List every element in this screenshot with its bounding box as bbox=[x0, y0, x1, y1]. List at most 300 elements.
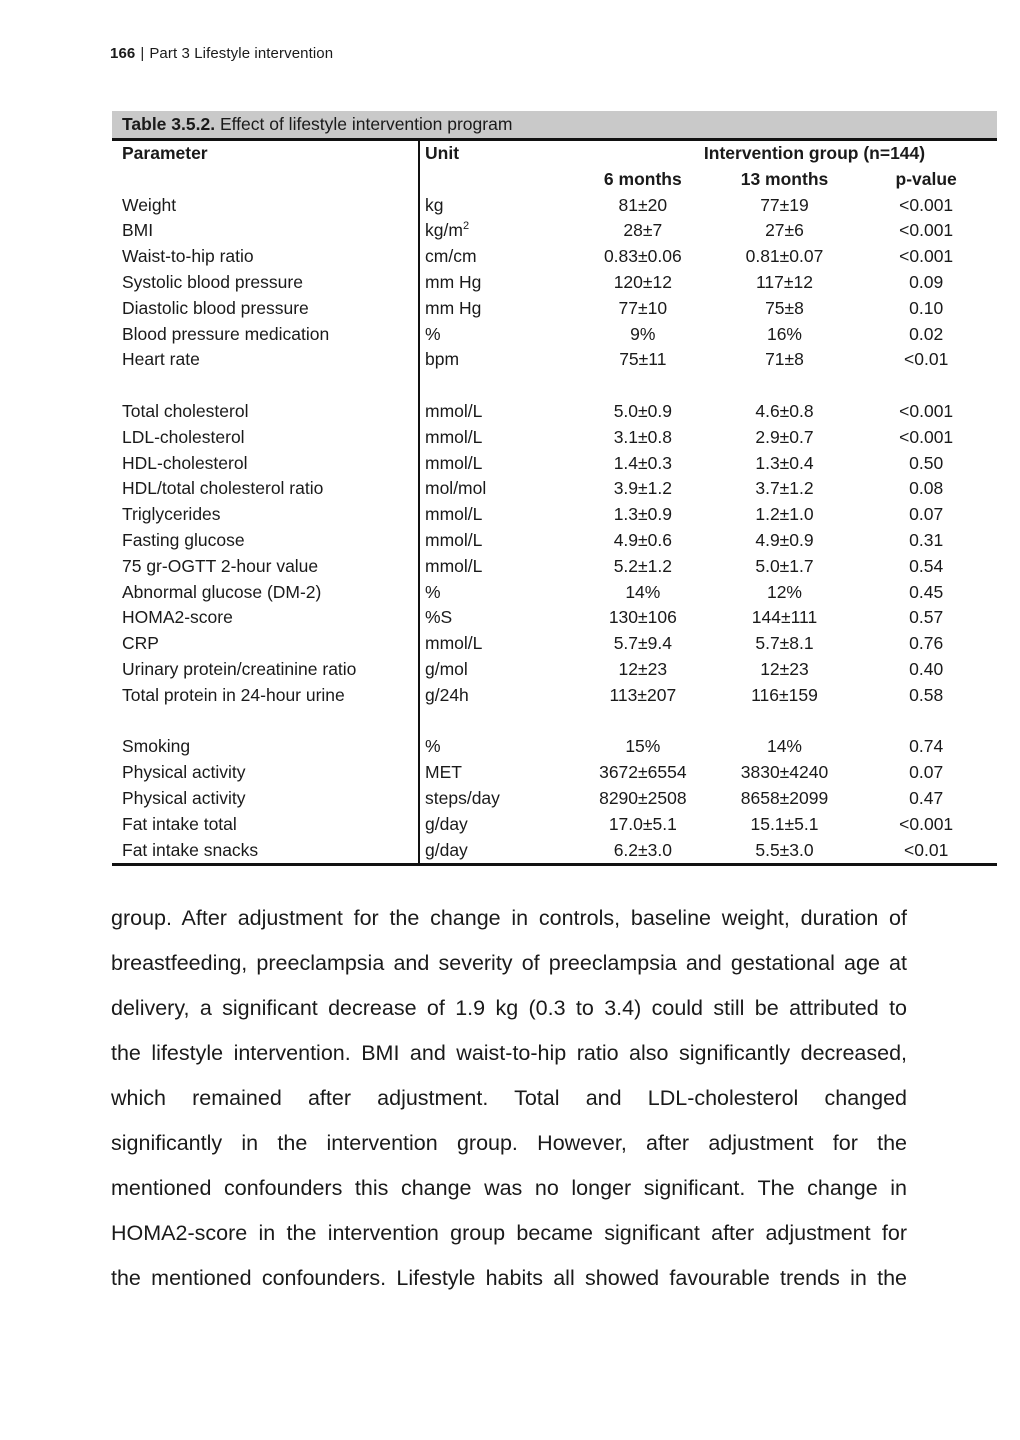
cell-unit bbox=[419, 218, 572, 244]
cell-6-months-text: 0.83±0.06 bbox=[603, 246, 682, 267]
cell-p-value bbox=[855, 502, 997, 528]
table-row bbox=[112, 218, 997, 244]
cell-6-months-text: 113±207 bbox=[609, 684, 677, 705]
table-row bbox=[112, 786, 997, 812]
cell-13-months bbox=[714, 812, 856, 838]
cell-p-value bbox=[855, 580, 997, 606]
cell-parameter bbox=[112, 193, 419, 219]
cell-6-months-text: 9% bbox=[630, 323, 656, 344]
cell-parameter-text: HDL-cholesterol bbox=[122, 452, 248, 473]
cell-6-months-text: 15% bbox=[625, 736, 661, 757]
cell-parameter bbox=[112, 296, 419, 322]
cell-13-months-text: 4.6±0.8 bbox=[755, 400, 814, 421]
table-row bbox=[112, 734, 997, 760]
cell-6-months bbox=[572, 605, 714, 631]
cell-6-months bbox=[572, 425, 714, 451]
cell-13-months-text: 117±12 bbox=[755, 271, 813, 292]
cell-6-months bbox=[572, 554, 714, 580]
cell-13-months-text: 71±8 bbox=[765, 349, 804, 370]
cell-parameter-text: HDL/total cholesterol ratio bbox=[122, 478, 324, 499]
cell-parameter bbox=[112, 244, 419, 270]
cell-p-value bbox=[855, 760, 997, 786]
table-row bbox=[112, 554, 997, 580]
cell-6-months bbox=[572, 631, 714, 657]
cell-13-months-text: 12% bbox=[766, 581, 802, 602]
cell-unit bbox=[419, 502, 572, 528]
cell-6-months-text: 3.1±0.8 bbox=[613, 426, 672, 447]
table-row bbox=[112, 296, 997, 322]
cell-parameter-text: Total protein in 24-hour urine bbox=[122, 684, 345, 705]
cell-unit-text: g/day bbox=[425, 813, 468, 834]
table-row bbox=[112, 399, 997, 425]
cell-6-months-text: 75±11 bbox=[619, 349, 667, 370]
cell-unit bbox=[419, 580, 572, 606]
cell-parameter-text: Systolic blood pressure bbox=[122, 271, 303, 292]
cell-p-value-text: 0.07 bbox=[909, 504, 944, 525]
cell-p-value-text: <0.001 bbox=[899, 400, 954, 421]
cell-parameter-text: Fat intake total bbox=[122, 813, 237, 834]
cell-6-months bbox=[572, 760, 714, 786]
cell-unit bbox=[419, 683, 572, 709]
cell-6-months-text: 120±12 bbox=[613, 271, 672, 292]
cell-13-months bbox=[714, 425, 856, 451]
cell-6-months bbox=[572, 528, 714, 554]
header-row bbox=[112, 141, 997, 167]
cell-parameter-text: Fasting glucose bbox=[122, 529, 245, 550]
cell-6-months-text: 77±10 bbox=[618, 297, 668, 318]
page-number: 166 bbox=[110, 45, 136, 62]
cell-13-months-text: 2.9±0.7 bbox=[755, 426, 814, 447]
cell-6-months bbox=[572, 476, 714, 502]
table-row bbox=[112, 605, 997, 631]
cell-p-value bbox=[855, 605, 997, 631]
cell-unit-text: MET bbox=[425, 762, 462, 783]
header-6-months: 6 months bbox=[603, 168, 682, 189]
cell-unit bbox=[419, 270, 572, 296]
spacer-cell bbox=[112, 709, 419, 735]
table-row bbox=[112, 812, 997, 838]
cell-unit-text: %S bbox=[425, 607, 453, 628]
cell-parameter bbox=[112, 322, 419, 348]
cell-parameter-text: Urinary protein/creatinine ratio bbox=[122, 658, 357, 679]
cell-6-months-text: 14% bbox=[625, 581, 661, 602]
cell-p-value bbox=[855, 631, 997, 657]
table-row bbox=[112, 322, 997, 348]
table-row bbox=[112, 244, 997, 270]
cell-p-value-text: 0.50 bbox=[909, 452, 944, 473]
cell-13-months-text: 1.3±0.4 bbox=[755, 452, 814, 473]
table-row bbox=[112, 838, 997, 865]
cell-13-months bbox=[714, 554, 856, 580]
cell-unit bbox=[419, 347, 572, 373]
cell-6-months-text: 81±20 bbox=[618, 194, 668, 215]
cell-unit-text: g/24h bbox=[425, 684, 469, 705]
cell-13-months bbox=[714, 631, 856, 657]
cell-6-months bbox=[572, 296, 714, 322]
cell-unit-text: kg bbox=[425, 194, 444, 215]
cell-13-months bbox=[714, 347, 856, 373]
cell-6-months bbox=[572, 244, 714, 270]
section-title: Part 3 Lifestyle intervention bbox=[149, 45, 334, 62]
subheader-empty bbox=[112, 167, 419, 193]
cell-parameter-text: Triglycerides bbox=[122, 504, 221, 525]
cell-p-value bbox=[855, 657, 997, 683]
cell-p-value-text: 0.07 bbox=[909, 762, 944, 783]
cell-13-months bbox=[714, 502, 856, 528]
cell-p-value-text: 0.54 bbox=[909, 555, 944, 576]
cell-p-value bbox=[855, 786, 997, 812]
cell-6-months bbox=[572, 451, 714, 477]
cell-13-months bbox=[714, 657, 856, 683]
cell-parameter bbox=[112, 786, 419, 812]
spacer-cell bbox=[714, 709, 856, 735]
cell-13-months bbox=[714, 270, 856, 296]
cell-parameter-text: Physical activity bbox=[122, 787, 246, 808]
cell-parameter-text: LDL-cholesterol bbox=[122, 426, 245, 447]
header-group: Intervention group (n=144) bbox=[703, 143, 926, 163]
cell-p-value-text: 0.09 bbox=[909, 271, 944, 292]
cell-6-months-text: 5.0±0.9 bbox=[613, 400, 672, 421]
cell-parameter bbox=[112, 425, 419, 451]
cell-parameter-text: Smoking bbox=[122, 736, 191, 757]
cell-6-months-text: 3.9±1.2 bbox=[613, 478, 672, 499]
cell-13-months bbox=[714, 528, 856, 554]
cell-6-months bbox=[572, 270, 714, 296]
body-text-line: breastfeeding, preeclampsia and severity of preeclampsia and gestational age at bbox=[111, 951, 907, 975]
cell-unit-text: mmol/L bbox=[425, 633, 483, 654]
cell-p-value bbox=[855, 734, 997, 760]
cell-13-months bbox=[714, 734, 856, 760]
table-row bbox=[112, 760, 997, 786]
cell-parameter-text: HOMA2-score bbox=[122, 607, 233, 628]
cell-6-months bbox=[572, 657, 714, 683]
cell-p-value-text: 0.76 bbox=[909, 633, 944, 654]
cell-13-months bbox=[714, 786, 856, 812]
cell-6-months-text: 28±7 bbox=[623, 220, 663, 241]
cell-p-value-text: 0.57 bbox=[909, 607, 944, 628]
cell-13-months-text: 5.7±8.1 bbox=[755, 633, 814, 654]
cell-p-value-text: <0.001 bbox=[899, 426, 954, 447]
table-row bbox=[112, 451, 997, 477]
table-row bbox=[112, 270, 997, 296]
header-unit: Unit bbox=[419, 141, 572, 167]
table-caption-text: Effect of lifestyle intervention program bbox=[219, 114, 513, 134]
cell-unit bbox=[419, 244, 572, 270]
spacer-cell bbox=[112, 373, 419, 399]
cell-unit-text: steps/day bbox=[425, 787, 500, 808]
results-table bbox=[112, 111, 997, 866]
cell-parameter-text: Total cholesterol bbox=[122, 400, 249, 421]
cell-unit bbox=[419, 838, 572, 865]
cell-parameter bbox=[112, 631, 419, 657]
cell-6-months bbox=[572, 399, 714, 425]
cell-6-months-text: 12±23 bbox=[618, 658, 668, 679]
cell-13-months bbox=[714, 476, 856, 502]
cell-unit-text: mmol/L bbox=[425, 400, 483, 421]
cell-parameter bbox=[112, 270, 419, 296]
cell-p-value-text: <0.001 bbox=[899, 813, 954, 834]
cell-p-value bbox=[855, 838, 997, 865]
cell-6-months bbox=[572, 734, 714, 760]
cell-p-value bbox=[855, 683, 997, 709]
cell-13-months-text: 3.7±1.2 bbox=[755, 478, 814, 499]
cell-p-value-text: <0.01 bbox=[904, 839, 949, 860]
cell-13-months bbox=[714, 605, 856, 631]
cell-parameter-text: Blood pressure medication bbox=[122, 323, 330, 344]
cell-unit-text: mm Hg bbox=[425, 297, 482, 318]
cell-13-months-text: 116±159 bbox=[751, 684, 818, 705]
spacer-cell bbox=[714, 373, 856, 399]
cell-13-months-text: 5.5±3.0 bbox=[755, 839, 814, 860]
cell-parameter-text: Weight bbox=[122, 194, 177, 215]
group-spacer-row bbox=[112, 373, 997, 399]
cell-parameter bbox=[112, 812, 419, 838]
cell-parameter bbox=[112, 760, 419, 786]
cell-13-months bbox=[714, 322, 856, 348]
cell-13-months-text: 12±23 bbox=[760, 658, 809, 679]
cell-13-months bbox=[714, 218, 856, 244]
cell-13-months-text: 8658±2099 bbox=[740, 787, 829, 808]
cell-6-months-text: 5.7±9.4 bbox=[613, 633, 672, 654]
cell-parameter bbox=[112, 451, 419, 477]
body-text-line: significantly in the intervention group. However, after adjustment for the bbox=[111, 1131, 907, 1155]
spacer-cell bbox=[419, 709, 572, 735]
cell-unit-text: kg/m bbox=[425, 220, 463, 241]
cell-parameter bbox=[112, 502, 419, 528]
cell-p-value bbox=[855, 296, 997, 322]
cell-p-value-text: 0.45 bbox=[909, 581, 944, 602]
spacer-cell bbox=[572, 709, 714, 735]
table-row bbox=[112, 657, 997, 683]
subheader-unit-empty bbox=[419, 167, 572, 193]
cell-unit-text: cm/cm bbox=[425, 246, 477, 267]
cell-parameter bbox=[112, 528, 419, 554]
cell-unit-text: % bbox=[425, 581, 441, 602]
cell-p-value-text: 0.08 bbox=[909, 478, 944, 499]
cell-parameter bbox=[112, 218, 419, 244]
cell-13-months bbox=[714, 399, 856, 425]
cell-parameter-text: 75 gr-OGTT 2-hour value bbox=[122, 555, 319, 576]
cell-6-months-text: 3672±6554 bbox=[599, 762, 687, 783]
cell-13-months bbox=[714, 760, 856, 786]
body-text-line: the lifestyle intervention. BMI and waist-to-hip ratio also significantly decreased, bbox=[111, 1041, 907, 1065]
cell-unit bbox=[419, 528, 572, 554]
cell-unit-text: % bbox=[425, 736, 441, 757]
cell-6-months bbox=[572, 218, 714, 244]
cell-p-value-text: <0.001 bbox=[899, 246, 954, 267]
cell-13-months bbox=[714, 451, 856, 477]
table-row bbox=[112, 347, 997, 373]
body-text-line: HOMA2-score in the intervention group became significant after adjustment for bbox=[111, 1221, 907, 1245]
cell-p-value bbox=[855, 812, 997, 838]
cell-p-value bbox=[855, 322, 997, 348]
header-parameter: Parameter bbox=[122, 143, 208, 163]
cell-unit bbox=[419, 786, 572, 812]
cell-6-months-text: 4.9±0.6 bbox=[613, 529, 672, 550]
body-text-line: the mentioned confounders. Lifestyle habits all showed favourable trends in the bbox=[111, 1266, 907, 1290]
table-body bbox=[112, 193, 997, 865]
cell-13-months-text: 5.0±1.7 bbox=[755, 555, 814, 576]
cell-p-value-text: 0.58 bbox=[909, 684, 944, 705]
cell-13-months-text: 1.2±1.0 bbox=[755, 504, 814, 525]
unit-superscript: 2 bbox=[462, 220, 470, 233]
cell-p-value-text: 0.74 bbox=[909, 736, 944, 757]
cell-parameter bbox=[112, 399, 419, 425]
cell-p-value bbox=[855, 476, 997, 502]
table-caption bbox=[112, 111, 997, 141]
cell-unit-text: mmol/L bbox=[425, 426, 483, 447]
cell-p-value bbox=[855, 528, 997, 554]
spacer-cell bbox=[572, 373, 714, 399]
cell-unit-text: mmol/L bbox=[425, 555, 483, 576]
header-p-value: p-value bbox=[895, 168, 957, 189]
cell-13-months-text: 0.81±0.07 bbox=[745, 246, 824, 267]
cell-6-months-text: 5.2±1.2 bbox=[613, 555, 672, 576]
cell-p-value bbox=[855, 399, 997, 425]
cell-p-value bbox=[855, 244, 997, 270]
group-spacer-row bbox=[112, 709, 997, 735]
cell-p-value-text: 0.40 bbox=[909, 658, 944, 679]
cell-p-value-text: 0.47 bbox=[909, 787, 944, 808]
cell-6-months bbox=[572, 193, 714, 219]
cell-p-value bbox=[855, 270, 997, 296]
cell-p-value-text: 0.02 bbox=[909, 323, 944, 344]
body-text-line: mentioned confounders this change was no longer significant. The change in bbox=[111, 1176, 907, 1200]
body-text-line: which remained after adjustment. Total and LDL-cholesterol changed bbox=[111, 1086, 907, 1110]
running-head-separator: | bbox=[140, 45, 145, 62]
cell-13-months bbox=[714, 838, 856, 865]
cell-13-months bbox=[714, 683, 856, 709]
cell-13-months-text: 77±19 bbox=[760, 194, 809, 215]
cell-parameter-text: Abnormal glucose (DM-2) bbox=[122, 581, 322, 602]
cell-6-months-text: 130±106 bbox=[608, 607, 677, 628]
table-row bbox=[112, 425, 997, 451]
cell-6-months bbox=[572, 580, 714, 606]
cell-parameter-text: CRP bbox=[122, 633, 159, 654]
cell-parameter bbox=[112, 657, 419, 683]
cell-parameter-text: Waist-to-hip ratio bbox=[122, 246, 254, 267]
cell-13-months-text: 15.1±5.1 bbox=[750, 813, 819, 834]
cell-6-months bbox=[572, 812, 714, 838]
cell-p-value bbox=[855, 554, 997, 580]
cell-unit-text: g/day bbox=[425, 839, 468, 860]
cell-13-months-text: 3830±4240 bbox=[740, 762, 829, 783]
table-row bbox=[112, 528, 997, 554]
cell-13-months-text: 144±111 bbox=[751, 607, 818, 628]
table-row bbox=[112, 580, 997, 606]
cell-parameter-text: BMI bbox=[122, 220, 154, 241]
cell-parameter bbox=[112, 734, 419, 760]
body-text-line: delivery, a significant decrease of 1.9 kg (0.3 to 3.4) could still be attributed to bbox=[111, 996, 907, 1020]
subheader-row bbox=[112, 167, 997, 193]
cell-6-months bbox=[572, 347, 714, 373]
cell-13-months bbox=[714, 296, 856, 322]
cell-unit bbox=[419, 193, 572, 219]
spacer-cell bbox=[419, 373, 572, 399]
spacer-cell bbox=[855, 373, 997, 399]
cell-p-value-text: <0.01 bbox=[904, 349, 949, 370]
cell-unit bbox=[419, 812, 572, 838]
cell-parameter bbox=[112, 554, 419, 580]
cell-parameter bbox=[112, 347, 419, 373]
cell-unit bbox=[419, 399, 572, 425]
cell-13-months bbox=[714, 244, 856, 270]
cell-unit bbox=[419, 296, 572, 322]
header-13-months: 13 months bbox=[740, 168, 829, 189]
cell-unit-text: bpm bbox=[425, 349, 460, 370]
cell-unit bbox=[419, 322, 572, 348]
cell-unit bbox=[419, 554, 572, 580]
cell-p-value bbox=[855, 451, 997, 477]
cell-6-months-text: 17.0±5.1 bbox=[608, 813, 677, 834]
table-row bbox=[112, 476, 997, 502]
cell-13-months-text: 27±6 bbox=[765, 220, 804, 241]
cell-13-months bbox=[714, 193, 856, 219]
cell-p-value bbox=[855, 347, 997, 373]
cell-unit bbox=[419, 631, 572, 657]
cell-unit bbox=[419, 476, 572, 502]
cell-parameter-text: Heart rate bbox=[122, 349, 200, 370]
body-paragraph bbox=[111, 896, 907, 1301]
cell-6-months bbox=[572, 786, 714, 812]
cell-13-months bbox=[714, 580, 856, 606]
cell-13-months-text: 14% bbox=[766, 736, 802, 757]
table-row bbox=[112, 502, 997, 528]
cell-unit-text: mm Hg bbox=[425, 271, 482, 292]
cell-unit-text: mol/mol bbox=[425, 478, 487, 499]
cell-unit-text: g/mol bbox=[425, 658, 468, 679]
cell-p-value bbox=[855, 193, 997, 219]
cell-parameter bbox=[112, 683, 419, 709]
cell-6-months-text: 1.4±0.3 bbox=[613, 452, 672, 473]
cell-6-months-text: 8290±2508 bbox=[599, 787, 687, 808]
cell-13-months-text: 75±8 bbox=[765, 297, 804, 318]
body-text-line: group. After adjustment for the change in controls, baseline weight, duration of bbox=[111, 906, 907, 930]
cell-6-months bbox=[572, 502, 714, 528]
cell-parameter-text: Physical activity bbox=[122, 762, 246, 783]
cell-p-value-text: 0.31 bbox=[909, 529, 944, 550]
cell-unit-text: mmol/L bbox=[425, 504, 483, 525]
cell-p-value-text: <0.001 bbox=[899, 194, 954, 215]
cell-unit-text: mmol/L bbox=[425, 452, 483, 473]
cell-unit bbox=[419, 657, 572, 683]
cell-6-months-text: 1.3±0.9 bbox=[613, 504, 672, 525]
table-row bbox=[112, 631, 997, 657]
cell-13-months-text: 16% bbox=[766, 323, 802, 344]
cell-p-value bbox=[855, 425, 997, 451]
table-row bbox=[112, 683, 997, 709]
running-head bbox=[110, 45, 333, 62]
cell-parameter-text: Diastolic blood pressure bbox=[122, 297, 309, 318]
cell-parameter bbox=[112, 838, 419, 865]
cell-unit bbox=[419, 425, 572, 451]
cell-unit bbox=[419, 451, 572, 477]
cell-p-value-text: 0.10 bbox=[909, 297, 944, 318]
cell-parameter-text: Fat intake snacks bbox=[122, 839, 259, 860]
cell-unit bbox=[419, 605, 572, 631]
cell-unit-text: % bbox=[425, 323, 441, 344]
cell-unit-text: mmol/L bbox=[425, 529, 483, 550]
table-caption-label: Table 3.5.2. bbox=[122, 114, 216, 134]
spacer-cell bbox=[855, 709, 997, 735]
cell-parameter bbox=[112, 605, 419, 631]
cell-6-months bbox=[572, 838, 714, 865]
cell-parameter bbox=[112, 580, 419, 606]
cell-p-value bbox=[855, 218, 997, 244]
table-row bbox=[112, 193, 997, 219]
cell-6-months-text: 6.2±3.0 bbox=[613, 839, 672, 860]
cell-6-months bbox=[572, 322, 714, 348]
